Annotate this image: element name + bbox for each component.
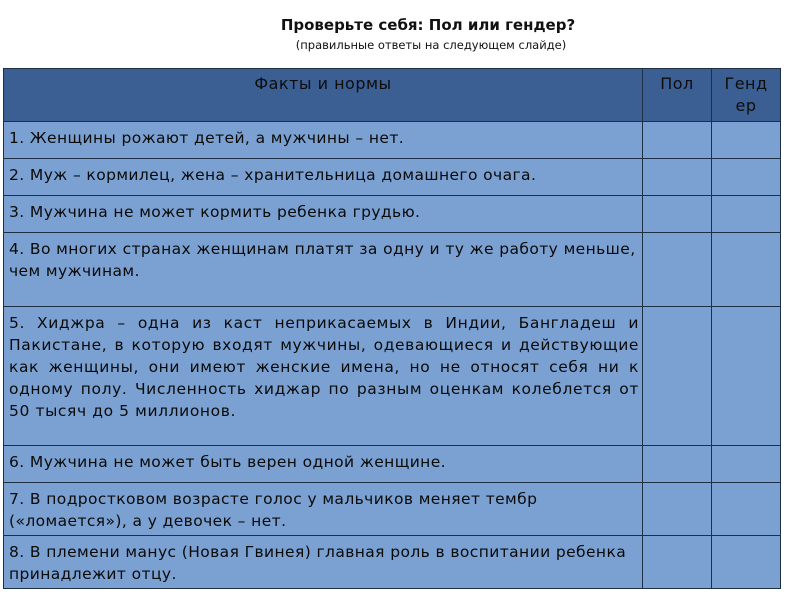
table-row xyxy=(4,122,781,159)
gender-answer-cell[interactable] xyxy=(712,483,781,536)
table-row xyxy=(4,159,781,196)
header-gender: Гендер xyxy=(712,69,781,122)
sex-answer-cell[interactable] xyxy=(643,446,712,483)
table-row xyxy=(4,196,781,233)
fact-cell: 8. В племени манус (Новая Гвинея) главная роль в воспитании ребенка принадлежит отцу. xyxy=(4,536,643,589)
table-row xyxy=(4,307,781,446)
slide-title: Проверьте себя: Пол или гендер? xyxy=(280,16,576,34)
sex-answer-cell[interactable] xyxy=(643,483,712,536)
table-row xyxy=(4,233,781,307)
gender-answer-cell[interactable] xyxy=(712,307,781,446)
fact-cell: 6. Мужчина не может быть верен одной женщине. xyxy=(4,446,643,483)
sex-answer-cell[interactable] xyxy=(643,159,712,196)
table-row xyxy=(4,536,781,589)
fact-cell: 7. В подростковом возрасте голос у мальчиков меняет тембр («ломается»), а у девочек – нет. xyxy=(4,483,643,536)
gender-answer-cell[interactable] xyxy=(712,536,781,589)
table-header-row xyxy=(4,69,781,122)
sex-answer-cell[interactable] xyxy=(643,233,712,307)
gender-answer-cell[interactable] xyxy=(712,446,781,483)
gender-answer-cell[interactable] xyxy=(712,122,781,159)
gender-answer-cell[interactable] xyxy=(712,196,781,233)
header-sex: Пол xyxy=(643,69,712,122)
fact-cell: 5. Хиджра – одна из каст неприкасаемых в Индии, Бангладеш и Пакистане, в которую входят мужчины, одевающиеся и действующие как женщины, они имеют женские имена, но не относят себя ни к одному полу. Численность хиджар по разным оценкам колеблется от 50 тысяч до 5 миллионов. xyxy=(4,307,643,446)
fact-cell: 4. Во многих странах женщинам платят за одну и ту же работу меньше, чем мужчинам. xyxy=(4,233,643,307)
gender-answer-cell[interactable] xyxy=(712,233,781,307)
gender-answer-cell[interactable] xyxy=(712,159,781,196)
fact-cell: 3. Мужчина не может кормить ребенка грудью. xyxy=(4,196,643,233)
sex-answer-cell[interactable] xyxy=(643,307,712,446)
facts-table xyxy=(3,68,781,589)
fact-cell: 1. Женщины рожают детей, а мужчины – нет. xyxy=(4,122,643,159)
fact-cell: 2. Муж – кормилец, жена – хранительница домашнего очага. xyxy=(4,159,643,196)
sex-answer-cell[interactable] xyxy=(643,122,712,159)
slide-subtitle: (правильные ответы на следующем слайде) xyxy=(295,38,567,52)
sex-answer-cell[interactable] xyxy=(643,196,712,233)
header-facts: Факты и нормы xyxy=(4,69,643,122)
table-row xyxy=(4,446,781,483)
sex-answer-cell[interactable] xyxy=(643,536,712,589)
table-row xyxy=(4,483,781,536)
